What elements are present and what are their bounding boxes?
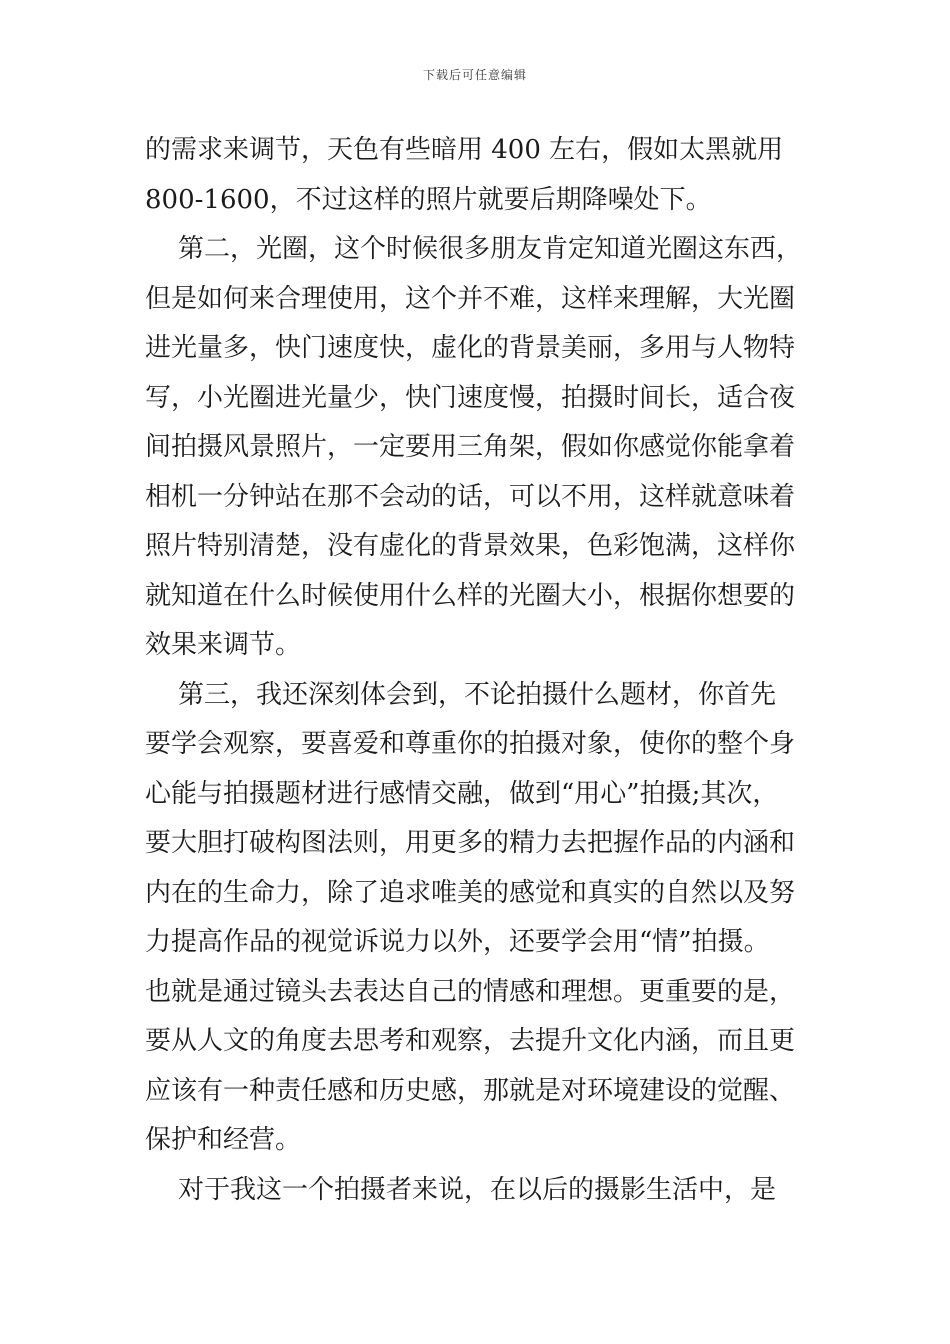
text-line: 800-1600，不过这样的照片就要后期降噪处下。	[145, 184, 712, 215]
text-line: 第三，我还深刻体会到，不论拍摄什么题材，你首先	[145, 679, 777, 710]
text-line: 就知道在什么时候使用什么样的光圈大小，根据你想要的	[145, 580, 796, 611]
text-line: 写，小光圈进光量少，快门速度慢，拍摄时间长，适合夜	[145, 382, 796, 413]
text-line: 要从人文的角度去思考和观察，去提升文化内涵，而且更	[145, 1026, 796, 1056]
page-header: 下载后可任意编辑	[422, 68, 527, 82]
text-line: 力提高作品的视觉诉说力以外，还要学会用“情”拍摄。	[145, 927, 770, 957]
text-line: 心能与拍摄题材进行感情交融，做到“用心”拍摄;其次，	[145, 778, 779, 809]
text-line: 要学会观察，要喜爱和尊重你的拍摄对象，使你的整个身	[145, 729, 796, 759]
text-line: 相机一分钟站在那不会动的话，可以不用，这样就意味着	[145, 481, 796, 512]
text-line: 保护和经营。	[145, 1125, 302, 1155]
text-line: 也就是通过镜头去表达自己的情感和理想。更重要的是，	[145, 976, 796, 1007]
text-line: 第二，光圈，这个时候很多朋友肯定知道光圈这东西，	[145, 234, 803, 264]
text-line: 应该有一种责任感和历史感，那就是对环境建设的觉醒、	[145, 1075, 796, 1106]
text-line: 间拍摄风景照片，一定要用三角架，假如你感觉你能拿着	[145, 432, 796, 462]
text-line: 对于我这一个拍摄者来说，在以后的摄影生活中，是	[145, 1174, 777, 1205]
text-line: 但是如何来合理使用，这个并不难，这样来理解，大光圈	[145, 283, 796, 314]
text-line: 进光量多，快门速度快，虚化的背景美丽，多用与人物特	[145, 333, 796, 363]
text-line: 的需求来调节，天色有些暗用 400 左右，假如太黑就用	[145, 135, 784, 165]
text-line: 效果来调节。	[145, 630, 302, 660]
text-line: 照片特别清楚，没有虚化的背景效果，色彩饱满，这样你	[145, 531, 796, 561]
document-body	[145, 126, 845, 1215]
text-line: 内在的生命力，除了追求唯美的感觉和真实的自然以及努	[145, 877, 796, 908]
text-line: 要大胆打破构图法则，用更多的精力去把握作品的内涵和	[145, 828, 796, 858]
